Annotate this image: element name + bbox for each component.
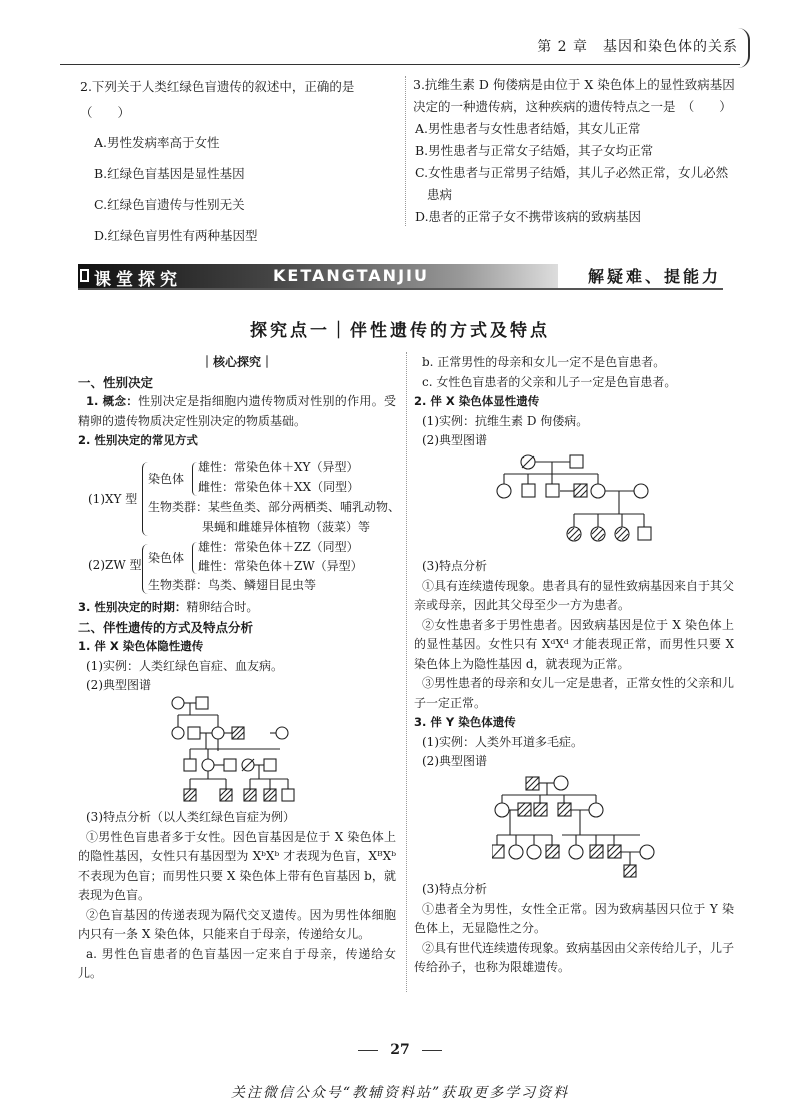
xy-female: 雌性：常染色体＋XX（同型）: [198, 480, 360, 494]
page-dash-left: [358, 1050, 378, 1051]
xd-example: (1)实例：抗维生素 D 佝偻病。: [422, 413, 589, 428]
y-point-2: ②具有世代连续遗传现象。致病基因由父亲传给儿子，儿子传给孙子，也称为限雄遗传。: [414, 940, 735, 974]
question-2-stem: 2.下列关于人类红绿色盲遗传的叙述中，正确的是 （ ）: [80, 79, 367, 120]
zw-groups: 生物类群：鸟类、鳞翅目昆虫等: [148, 578, 317, 592]
xd-map-label: (2)典型图谱: [422, 433, 487, 447]
xy-chrom-brace: [192, 462, 197, 496]
header-ornament: [738, 28, 750, 68]
pedigree-male: [196, 697, 208, 709]
xr-point-1: ①男性色盲患者多于女性。因色盲基因是位于 X 染色体上的隐性基因，女性只有基因型为 XᵇXᵇ 才表现为色盲，XᴮXᵇ 不表现为色盲；而男性只要 X 染色体上带有色盲基因 b，就表现为色盲。: [78, 829, 396, 902]
y-map-label: (2)典型图谱: [422, 754, 487, 768]
xr-pedigree-chart: [170, 695, 320, 807]
xr-heading: 1. 伴 X 染色体隐性遗传: [78, 639, 204, 653]
question-3: [413, 74, 743, 228]
zw-female: 雌性：常染色体＋ZW（异型）: [198, 559, 363, 573]
y-heading: 3. 伴 Y 染色体遗传: [414, 715, 516, 729]
xr-feature-heading: (3)特点分析（以人类红绿色盲症为例）: [86, 810, 295, 824]
xy-chromosome: 染色体: [148, 472, 185, 486]
xy-groups-1: 生物类群：某些鱼类、部分两栖类、哺乳动物、: [148, 500, 401, 514]
page-number: [0, 1042, 800, 1058]
banner-slogan: 解疑难、提能力: [587, 267, 721, 286]
xr-point-a: a. 男性色盲患者的色盲基因一定来自于母亲，传递给女儿。: [78, 946, 396, 980]
time-text: 精卵结合时。: [186, 600, 259, 614]
section-banner: [78, 262, 723, 290]
pedigree-female: [172, 697, 184, 709]
zw-chromosome: 染色体: [148, 551, 185, 565]
common-ways-heading: 2. 性别决定的常见方式: [78, 433, 198, 447]
xd-pedigree-chart: [494, 452, 664, 556]
q2-option-d[interactable]: D.红绿色盲男性有两种基因型: [94, 228, 258, 243]
left-column-3: [78, 808, 396, 984]
y-point-1: ①患者全为男性，女性全正常。因为致病基因只位于 Y 染色体上，无显隐性之分。: [414, 901, 734, 935]
page-dash-right: [422, 1050, 442, 1051]
question-3-stem-line1: 3.抗维生素 D 佝偻病是由位于 X 染色体上的显性致病基因: [413, 77, 735, 92]
y-example: (1)实例：人类外耳道多毛症。: [422, 734, 583, 749]
y-feature-heading: (3)特点分析: [422, 882, 487, 896]
q2-option-a[interactable]: A.男性发病率高于女性: [94, 135, 220, 150]
right-column: [414, 353, 734, 451]
xy-male: 雄性：常染色体＋XY（异型）: [198, 460, 359, 474]
xd-heading: 2. 伴 X 染色体显性遗传: [414, 394, 540, 408]
xy-groups-2: 果蝇和雌雄异体植物（菠菜）等: [202, 520, 371, 534]
question-3-stem-line2: 决定的一种遗传病，这种疾病的遗传特点之一是 （ ）: [413, 99, 732, 114]
section-title: 探究点一｜伴性遗传的方式及特点: [250, 321, 550, 341]
q2-option-c[interactable]: C.红绿色盲遗传与性别无关: [94, 197, 245, 212]
left-column-2: [78, 598, 396, 696]
xd-point-1: ①具有连续遗传现象。患者具有的显性致病基因来自于其父亲或母亲，因此其父母至少一方为患者。: [414, 578, 735, 612]
xr-point-b: b. 正常男性的母亲和女儿一定不是色盲患者。: [422, 355, 666, 369]
concept-text: 性别决定是指细胞内遗传物质对性别的作用。受精卵的遗传物质决定性别决定的物质基础。: [78, 394, 396, 428]
left-column: [78, 353, 396, 455]
page-number-text: 27: [390, 1042, 410, 1058]
q3-option-d[interactable]: D.患者的正常子女不携带该病的致病基因: [415, 209, 642, 224]
xr-example: (1)实例：人类红绿色盲症、血友病。: [86, 658, 283, 673]
concept-label: 1. 概念：: [86, 394, 139, 408]
question-2: [80, 74, 400, 249]
y-pedigree-chart: [492, 775, 672, 879]
xd-point-3: ③男性患者的母亲和女儿一定是患者，正常女性的父亲和儿子一定正常。: [414, 676, 735, 710]
heading-sex-determination: 一、性别决定: [78, 374, 154, 390]
xd-feature-heading: (3)特点分析: [422, 559, 487, 573]
banner-title: 课堂探究: [94, 270, 182, 290]
q3-option-c-cont: 患病: [427, 187, 453, 202]
chapter-header: 第 2 章 基因和染色体的关系: [537, 39, 738, 55]
right-column-2: [414, 557, 734, 772]
xd-point-2: ②女性患者多于男性患者。因致病基因是位于 X 染色体上的显性基因。女性只有 XᵈXᵈ 才能表现正常，而男性只要 X 染色体上为隐性基因 d，就表现为正常。: [414, 617, 734, 671]
banner-mark-icon: [80, 269, 89, 282]
column-divider-lower: [406, 352, 407, 992]
banner-pinyin: KETANGTANJIU: [273, 266, 429, 285]
zw-label: (2)ZW 型: [88, 558, 142, 572]
q3-option-b[interactable]: B.男性患者与正常女子结婚，其子女均正常: [415, 143, 654, 158]
footer-note: 关注微信公众号“教辅资料站”获取更多学习资料: [230, 1085, 570, 1101]
xy-label: (1)XY 型: [88, 492, 138, 506]
column-divider: [405, 76, 406, 226]
xr-point-2: ②色盲基因的传递表现为隔代交叉遗传。因为男性体细胞内只有一条 X 染色体，只能来自于母亲，传递给女儿。: [78, 907, 396, 941]
time-heading: 3. 性别决定的时期：: [78, 600, 187, 614]
xr-map-label: (2)典型图谱: [86, 678, 151, 692]
q3-option-a[interactable]: A.男性患者与女性患者结婚，其女儿正常: [415, 121, 641, 136]
q2-option-b[interactable]: B.红绿色盲基因是显性基因: [94, 166, 245, 181]
right-column-3: [414, 880, 734, 978]
zw-male: 雄性：常染色体＋ZZ（同型）: [198, 540, 359, 554]
core-inquiry-label: ｜核心探究｜: [200, 355, 273, 369]
header-rule: [60, 64, 740, 65]
zw-chrom-brace: [192, 542, 197, 574]
q3-option-c[interactable]: C.女性患者与正常男子结婚，其儿子必然正常，女儿必然: [415, 165, 729, 180]
heading-sex-linked: 二、伴性遗传的方式及特点分析: [78, 619, 254, 635]
xr-point-c: c. 女性色盲患者的父亲和儿子一定是色盲患者。: [422, 374, 677, 389]
